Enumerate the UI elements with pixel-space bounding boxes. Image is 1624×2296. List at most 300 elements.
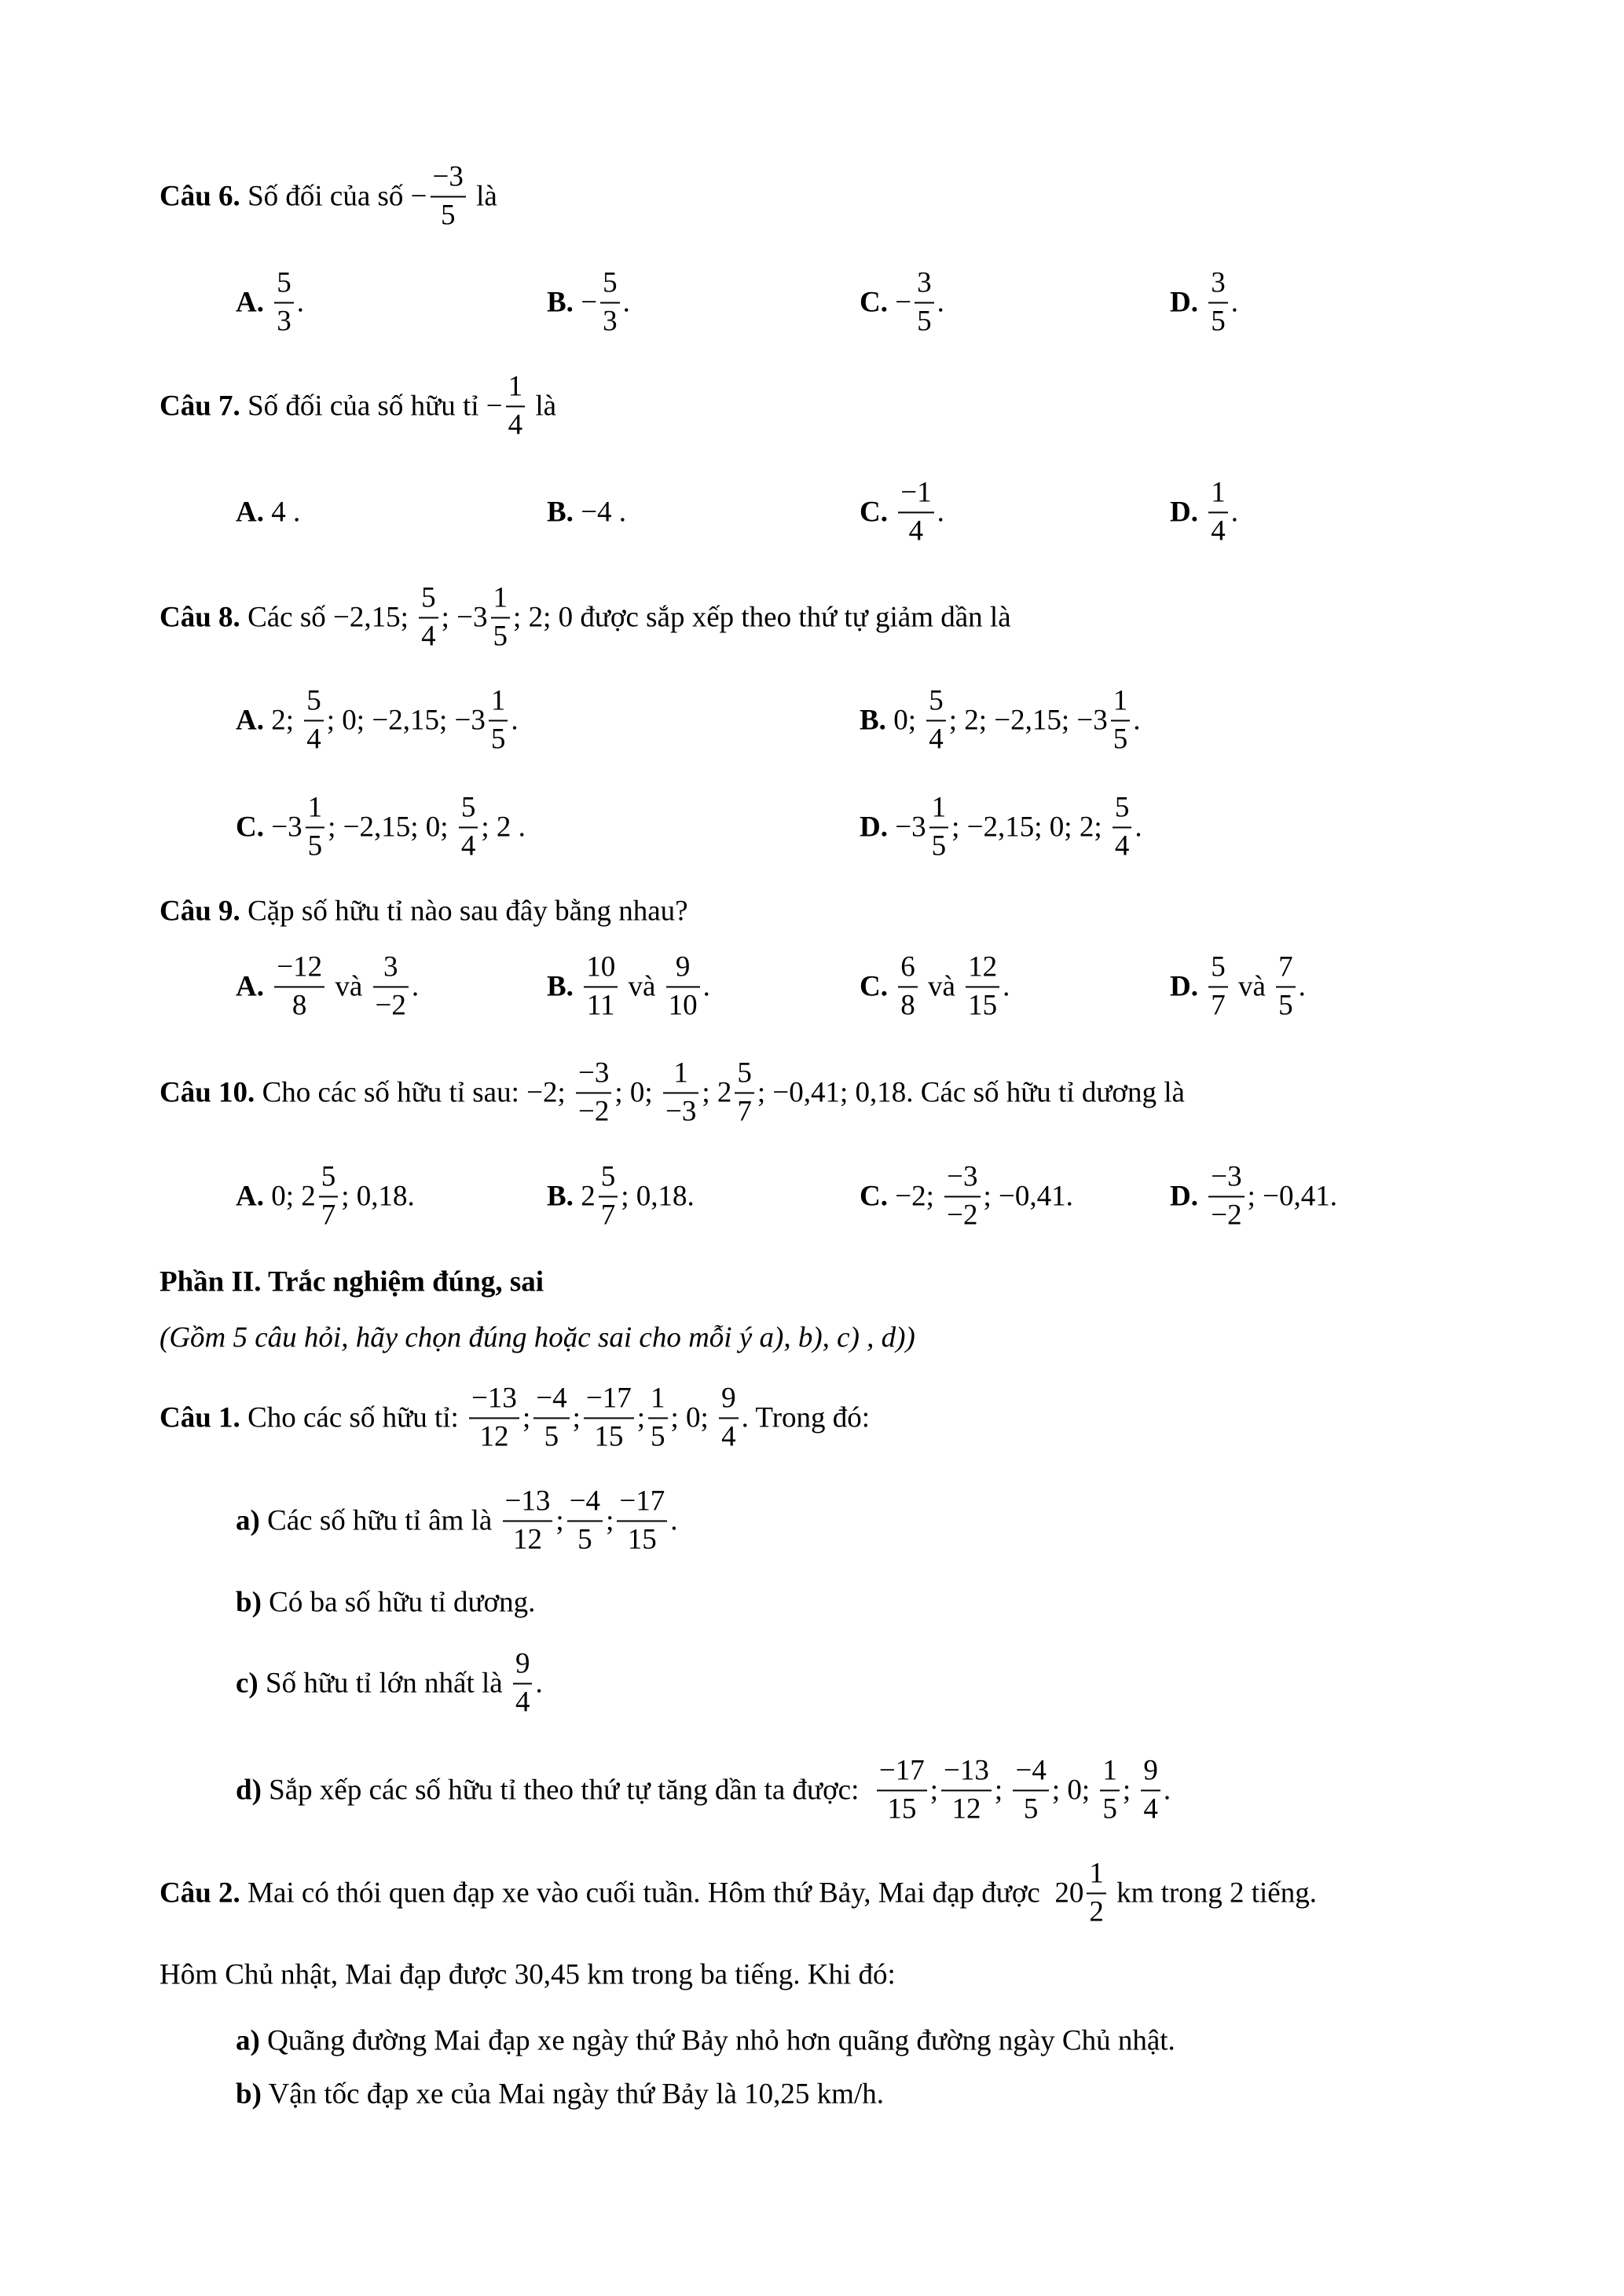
numerator: 1 [1113,684,1128,717]
spacer [888,286,895,320]
option-label: B. [860,704,886,737]
text: và [920,970,963,1003]
numerator: 5 [737,1056,752,1089]
denominator: 5 [533,1417,569,1454]
denominator: 8 [274,986,324,1023]
fraction [274,950,324,1022]
denominator: 5 [1276,986,1296,1023]
numerator: 1 [1102,1754,1117,1787]
numerator: 5 [600,1160,616,1193]
denominator: 4 [926,720,946,756]
fraction [617,1485,667,1556]
numerator: 1 [931,791,947,824]
numerator: 5 [306,684,321,717]
numerator: 5 [421,581,436,614]
text: 2; [271,704,302,737]
option-label: D. [1170,496,1198,529]
fraction [513,1647,533,1719]
denominator: 3 [274,302,294,339]
denominator: 12 [503,1520,553,1557]
fraction [1208,476,1228,547]
bold-label: Câu 9. [159,895,240,928]
numerator: −12 [277,950,323,983]
text: − [895,286,912,319]
text: Có ba số hữu tỉ dương. [261,1586,536,1619]
part2-q1-item-c [236,1647,543,1719]
spacer [1198,286,1205,320]
fraction [1113,791,1132,862]
denominator: 7 [735,1092,754,1129]
option-label: D. [1170,286,1198,319]
denominator: 4 [898,511,933,548]
fraction [1141,1754,1160,1825]
text: . [511,704,519,737]
denominator: 12 [941,1789,992,1826]
fraction [944,1160,980,1232]
denominator: 5 [567,1520,603,1557]
denominator: 15 [584,1417,634,1454]
denominator: 4 [419,617,438,654]
bold-label: c) [236,1667,258,1700]
q9-option-c [860,950,1010,1022]
text: ; 0,18. [341,1180,415,1213]
spacer [1198,970,1205,1004]
text: . [1133,704,1141,737]
fraction [1208,950,1228,1022]
text: Quãng đường Mai đạp xe ngày thứ Bảy nhỏ hơn quãng đường ngày Chủ nhật. [259,2024,1175,2057]
numerator: −3 [432,160,464,193]
numerator: −17 [585,1382,632,1415]
fraction [584,1382,634,1453]
spacer [574,1180,581,1214]
text: và [621,970,663,1003]
text: Cho các số hữu tỉ: [240,1401,467,1434]
text: . [411,970,420,1003]
fraction [459,791,478,862]
denominator: 4 [459,826,478,863]
text: ; 0,18. [621,1180,695,1213]
q9-option-a [236,950,419,1022]
text: Sắp xếp các số hữu tỉ theo thứ tự tăng dần ta được: [261,1774,874,1807]
numerator: −3 [578,1056,610,1089]
numerator: −4 [1015,1754,1047,1787]
fraction [877,1754,927,1825]
spacer [574,286,581,320]
denominator: 5 [1013,1789,1048,1826]
numerator: 5 [321,1160,336,1193]
option-label: C. [860,496,888,529]
text: 2 [581,1180,596,1213]
fraction [898,950,918,1022]
spacer [264,286,271,320]
q6-option-a [236,266,304,338]
numerator: 1 [651,1382,665,1415]
q8-option-d [860,791,1142,862]
bold-label: Câu 10. [159,1076,255,1109]
option-label: B. [547,1180,574,1213]
numerator: 3 [383,950,398,983]
question-7-stem [159,370,556,441]
option-label: D. [1170,970,1198,1003]
numerator: 5 [277,266,291,299]
text: Số đối của số hữu tỉ − [240,390,503,423]
fraction [503,1485,553,1556]
text: . [535,1667,543,1700]
denominator: 4 [719,1417,739,1454]
numerator: 7 [1278,950,1293,983]
spacer [264,970,271,1004]
part2-question-2-stem-cont [159,1958,896,1992]
question-8-stem [159,581,1011,653]
denominator: −2 [1208,1196,1244,1232]
text: ; [929,1774,939,1807]
q7-option-c [860,476,944,547]
text: ; 2; 0 được sắp xếp theo thứ tự giảm dần là [513,601,1011,634]
italic-note: (Gồm 5 câu hỏi, hãy chọn đúng hoặc sai cho mỗi ý a), b), c) , d)) [159,1321,915,1354]
q8-option-a [236,684,519,756]
denominator: 15 [966,986,999,1023]
text: ; 2; −2,15; −3 [948,704,1108,737]
q7-option-d [1170,476,1238,547]
fraction [1276,950,1296,1022]
denominator: 10 [666,986,700,1023]
text: −3 [271,811,302,844]
denominator: 4 [1141,1789,1160,1826]
option-label: D. [1170,1180,1198,1213]
numerator: −4 [536,1382,567,1415]
bold-label: d) [236,1774,262,1807]
numerator: 1 [1211,476,1226,509]
text: . Trong đó: [741,1401,871,1434]
fraction [506,370,526,441]
fraction [304,684,324,756]
numerator: 5 [929,684,944,717]
bold-label: Câu 1. [159,1401,240,1434]
text: 0; [893,704,924,737]
fraction [567,1485,603,1556]
bold-label: b) [236,1586,262,1619]
fraction [319,1160,339,1232]
option-label: B. [547,286,574,319]
fraction [941,1754,992,1825]
option-label: A. [236,496,264,529]
fraction [584,950,618,1022]
option-label: C. [860,286,888,319]
fraction [599,1160,618,1232]
text: ; 0; −2,15; −3 [326,704,486,737]
spacer [264,496,271,529]
spacer [1198,1180,1205,1214]
numerator: 1 [490,684,506,717]
numerator: 1 [307,791,323,824]
option-label: A. [236,286,264,319]
text: −2; [895,1180,942,1213]
part2-q1-item-b [236,1586,535,1620]
denominator: 5 [491,617,511,654]
option-label: A. [236,1180,264,1213]
text: ; −0,41. [1247,1180,1338,1213]
fraction [648,1382,668,1453]
text: ; [572,1401,581,1434]
text: . [937,496,944,529]
denominator: 15 [617,1520,667,1557]
bold-label: Câu 7. [159,390,240,423]
option-label: C. [860,1180,888,1213]
denominator: 4 [513,1683,533,1719]
q10-option-d [1170,1160,1337,1232]
fraction [600,266,620,338]
denominator: −2 [944,1196,980,1232]
part2-question-2-stem [159,1857,1317,1928]
q10-option-c [860,1160,1073,1232]
text: −4 . [581,496,627,529]
text: Cho các số hữu tỉ sau: −2; [255,1076,574,1109]
spacer [888,970,895,1004]
q6-option-d [1170,266,1238,338]
spacer [888,496,895,529]
text: ; 0; [670,1401,717,1434]
numerator: −1 [900,476,932,509]
text: − [581,286,598,319]
bold-label: Câu 2. [159,1877,240,1910]
option-label: D. [860,811,888,844]
question-10-stem [159,1056,1185,1128]
q8-option-b [860,684,1141,756]
fraction [898,476,933,547]
question-6-stem [159,160,497,232]
denominator: 5 [431,196,466,233]
text: ; 2 . [481,811,526,844]
q8-option-c [236,791,526,862]
denominator: 7 [599,1196,618,1232]
denominator: 3 [600,302,620,339]
fraction [306,791,325,862]
text: ; 0; [614,1076,660,1109]
text: Các số −2,15; [240,601,416,634]
text: Vận tốc đạp xe của Mai ngày thứ Bảy là 10,25 km/h. [261,2078,884,2111]
q6-option-b [547,266,630,338]
spacer [888,811,895,844]
fraction [915,266,934,338]
denominator: 4 [1208,511,1228,548]
part-2-note [159,1321,915,1355]
fraction [491,581,511,653]
fraction [666,950,700,1022]
q9-option-d [1170,950,1306,1022]
text: ; −3 [441,601,488,634]
numerator: 3 [917,266,932,299]
numerator: 9 [675,950,691,983]
numerator: 10 [586,950,616,983]
text: ; [636,1401,646,1434]
fraction [1013,1754,1048,1825]
denominator: −3 [663,1092,698,1129]
q7-option-a [236,496,300,529]
text: . [1230,286,1238,319]
text: . [1003,970,1010,1003]
numerator: −13 [504,1485,551,1518]
text: . [670,1504,678,1537]
bold-label: Phần II. Trắc nghiệm đúng, sai [159,1265,544,1298]
denominator: 8 [898,986,918,1023]
spacer [264,704,271,738]
numerator: 6 [900,950,915,983]
spacer [574,496,581,529]
fraction [533,1382,569,1453]
denominator: 5 [1111,720,1131,756]
fraction [274,266,294,338]
text: ; [522,1401,531,1434]
text: ; −0,41. [983,1180,1073,1213]
q6-option-c [860,266,944,338]
fraction [966,950,999,1022]
text: ; 2 [702,1076,732,1109]
numerator: 3 [1211,266,1226,299]
numerator: 1 [493,581,508,614]
numerator: −4 [569,1485,601,1518]
text: là [528,390,557,423]
text: . [937,286,944,319]
text: . [622,286,630,319]
text: . [702,970,710,1003]
fraction [1208,1160,1244,1232]
fraction [1100,1754,1120,1825]
spacer [1198,496,1205,529]
text: ; [606,1504,614,1537]
part2-q1-item-a [236,1485,677,1556]
text: Mai có thói quen đạp xe vào cuối tuần. Hôm thứ Bảy, Mai đạp được 20 [240,1877,1084,1910]
text: ; [555,1504,564,1537]
fraction [1087,1857,1106,1928]
fraction [576,1056,611,1128]
numerator: 9 [721,1382,736,1415]
option-label: A. [236,970,264,1003]
text: ; −0,41; 0,18. Các số hữu tỉ dương là [757,1076,1185,1109]
numerator: 5 [603,266,618,299]
numerator: −17 [619,1485,665,1518]
fraction [1208,266,1228,338]
spacer [888,1180,895,1214]
fraction [719,1382,739,1453]
text: km trong 2 tiếng. [1109,1877,1317,1910]
text: và [1230,970,1274,1003]
numerator: −3 [1211,1160,1242,1193]
text: ; 0; [1051,1774,1098,1807]
bold-label: a) [236,2024,260,2057]
q9-option-b [547,950,710,1022]
fraction [1111,684,1131,756]
fraction [431,160,466,232]
fraction [663,1056,698,1128]
text: ; −2,15; 0; 2; [951,811,1109,844]
denominator: 5 [1208,302,1228,339]
denominator: 12 [469,1417,519,1454]
text: ; [1122,1774,1138,1807]
text: là [468,180,497,213]
text: Các số hữu tỉ âm là [259,1504,500,1537]
denominator: 5 [648,1417,668,1454]
denominator: −2 [373,986,409,1023]
denominator: 5 [489,720,508,756]
q10-option-b [547,1160,695,1232]
numerator: 12 [968,950,998,983]
denominator: 5 [306,826,325,863]
spacer [886,704,893,738]
numerator: −17 [878,1754,925,1787]
text: . [296,286,304,319]
spacer [264,811,271,844]
bold-label: Câu 8. [159,601,240,634]
spacer [574,970,581,1004]
denominator: 7 [1208,986,1228,1023]
bold-label: a) [236,1504,260,1537]
part2-q2-item-b [236,2078,884,2111]
fraction [929,791,949,862]
denominator: 11 [584,986,618,1023]
denominator: 5 [929,826,949,863]
denominator: 4 [1113,826,1132,863]
part2-question-1-stem [159,1382,870,1453]
numerator: 5 [1114,791,1130,824]
text: 4 . [271,496,301,529]
text: ; −2,15; 0; [328,811,456,844]
text: Cặp số hữu tỉ nào sau đây bằng nhau? [240,895,688,928]
option-label: B. [547,496,574,529]
fraction [735,1056,754,1128]
fraction [926,684,946,756]
text: Số đối của số − [240,180,427,213]
option-label: C. [860,970,888,1003]
denominator: 4 [506,405,526,442]
bold-label: Câu 6. [159,180,240,213]
denominator: 4 [304,720,324,756]
text: . [1230,496,1238,529]
denominator: 5 [1100,1789,1120,1826]
fraction [469,1382,519,1453]
numerator: 5 [460,791,476,824]
part2-q1-item-d [236,1754,1171,1825]
numerator: −3 [947,1160,978,1193]
text: 0; 2 [271,1180,316,1213]
numerator: 1 [673,1056,688,1089]
q10-option-a [236,1160,415,1232]
denominator: −2 [576,1092,611,1129]
numerator: 9 [1143,1754,1158,1787]
q7-option-b [547,496,626,529]
bold-label: b) [236,2078,262,2111]
denominator: 7 [319,1196,339,1232]
spacer [264,1180,271,1214]
fraction [489,684,508,756]
part-2-heading [159,1265,544,1299]
text: . [1135,811,1142,844]
numerator: 1 [508,370,523,403]
fraction [419,581,438,653]
numerator: −13 [471,1382,517,1415]
text: −3 [895,811,926,844]
denominator: 5 [915,302,934,339]
text: Hôm Chủ nhật, Mai đạp được 30,45 km trong ba tiếng. Khi đó: [159,1958,896,1991]
text: . [1163,1774,1171,1807]
question-9-stem [159,895,688,928]
text: . [1298,970,1306,1003]
text: và [328,970,370,1003]
option-label: B. [547,970,574,1003]
numerator: 9 [515,1647,530,1680]
part2-q2-item-a [236,2024,1175,2058]
denominator: 15 [877,1789,927,1826]
denominator: 2 [1087,1892,1106,1929]
